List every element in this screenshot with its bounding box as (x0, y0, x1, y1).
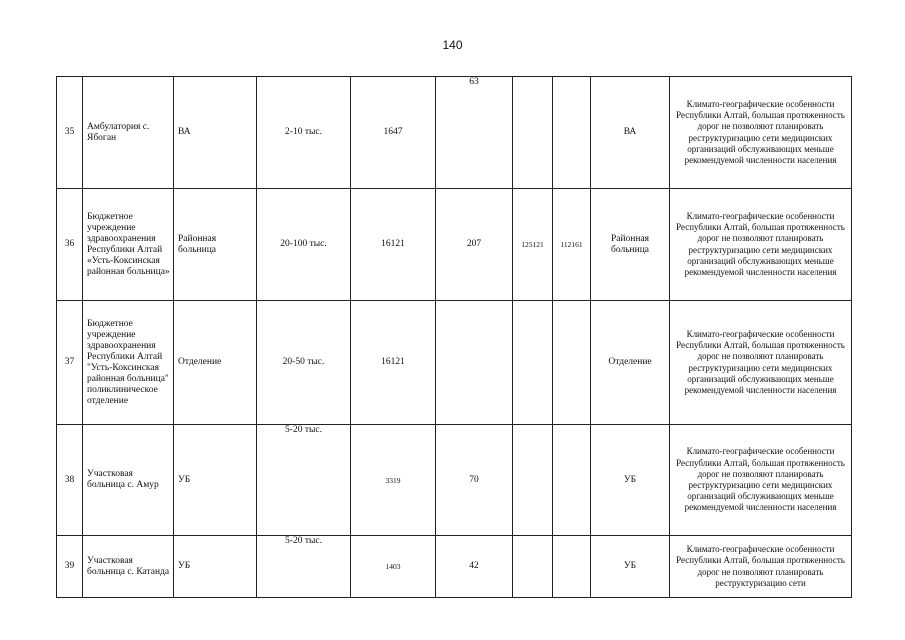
extra-value-1 (513, 77, 553, 189)
population-range: 5-20 тыс. (257, 536, 351, 598)
extra-value-2 (553, 301, 591, 425)
facility-name: Бюджетное учреждение здравоохранения Республики Алтай «Усть-Коксинская районная больница» (83, 189, 174, 301)
population: 3319 (351, 425, 436, 536)
facility-type-planned: ВА (591, 77, 670, 189)
population: 16121 (351, 189, 436, 301)
facility-type: Отделение (174, 301, 257, 425)
note-cell: Климато-географические особенности Республики Алтай, большая протяженность дорог не позволяют планировать реструктуризацию сети медицинских организаций обслуживающих меньше рекомендуемой численности населения (670, 77, 852, 189)
population-range: 2-10 тыс. (257, 77, 351, 189)
table-row (57, 189, 852, 301)
page-number: 140 (442, 38, 463, 52)
note-cell: Климато-географические особенности Республики Алтай, большая протяженность дорог не позволяют планировать реструктуризацию сети медицинских организаций обслуживающих меньше рекомендуемой численности населения (670, 301, 852, 425)
table-row (57, 536, 852, 598)
extra-value-1 (513, 425, 553, 536)
count-value: 70 (436, 425, 513, 536)
population: 1647 (351, 77, 436, 189)
facility-type-planned: Районная больница (591, 189, 670, 301)
facility-name: Участковая больница с. Катанда (83, 536, 174, 598)
facility-name: Участковая больница с. Амур (83, 425, 174, 536)
extra-value-1 (513, 301, 553, 425)
population-range: 20-100 тыс. (257, 189, 351, 301)
facility-type-planned: УБ (591, 536, 670, 598)
row-number: 35 (57, 77, 83, 189)
extra-value-2 (553, 536, 591, 598)
extra-value-2: 112161 (553, 189, 591, 301)
extra-value-2 (553, 425, 591, 536)
facility-type: УБ (174, 425, 257, 536)
row-number: 37 (57, 301, 83, 425)
population-range: 5-20 тыс. (257, 425, 351, 536)
facility-type: ВА (174, 77, 257, 189)
table-row (57, 301, 852, 425)
facility-type: УБ (174, 536, 257, 598)
row-number: 38 (57, 425, 83, 536)
facility-name: Амбулатория с. Ябоган (83, 77, 174, 189)
hospital-table (56, 76, 852, 598)
extra-value-1: 125121 (513, 189, 553, 301)
extra-value-1 (513, 536, 553, 598)
facility-type-planned: Отделение (591, 301, 670, 425)
count-value: 63 (436, 77, 513, 189)
facility-name: Бюджетное учреждение здравоохранения Республики Алтай "Усть-Коксинская районная больница" поликлиническое отделение (83, 301, 174, 425)
note-cell: Климато-географические особенности Республики Алтай, большая протяженность дорог не позволяют планировать реструктуризацию сети медицинских организаций обслуживающих меньше рекомендуемой численности населения (670, 189, 852, 301)
facility-type-planned: УБ (591, 425, 670, 536)
row-number: 36 (57, 189, 83, 301)
count-value: 207 (436, 189, 513, 301)
row-number: 39 (57, 536, 83, 598)
count-value (436, 301, 513, 425)
count-value: 42 (436, 536, 513, 598)
note-cell: Климато-географические особенности Республики Алтай, большая протяженность дорог не позволяют планировать реструктуризацию сети медицинских организаций обслуживающих меньше рекомендуемой численности населения (670, 425, 852, 536)
population: 16121 (351, 301, 436, 425)
population-range: 20-50 тыс. (257, 301, 351, 425)
population: 1403 (351, 536, 436, 598)
table-row (57, 425, 852, 536)
note-cell: Климато-географические особенности Республики Алтай, большая протяженность дорог не позволяют планировать реструктуризацию сети (670, 536, 852, 598)
facility-type: Районная больница (174, 189, 257, 301)
extra-value-2 (553, 77, 591, 189)
table-row (57, 77, 852, 189)
